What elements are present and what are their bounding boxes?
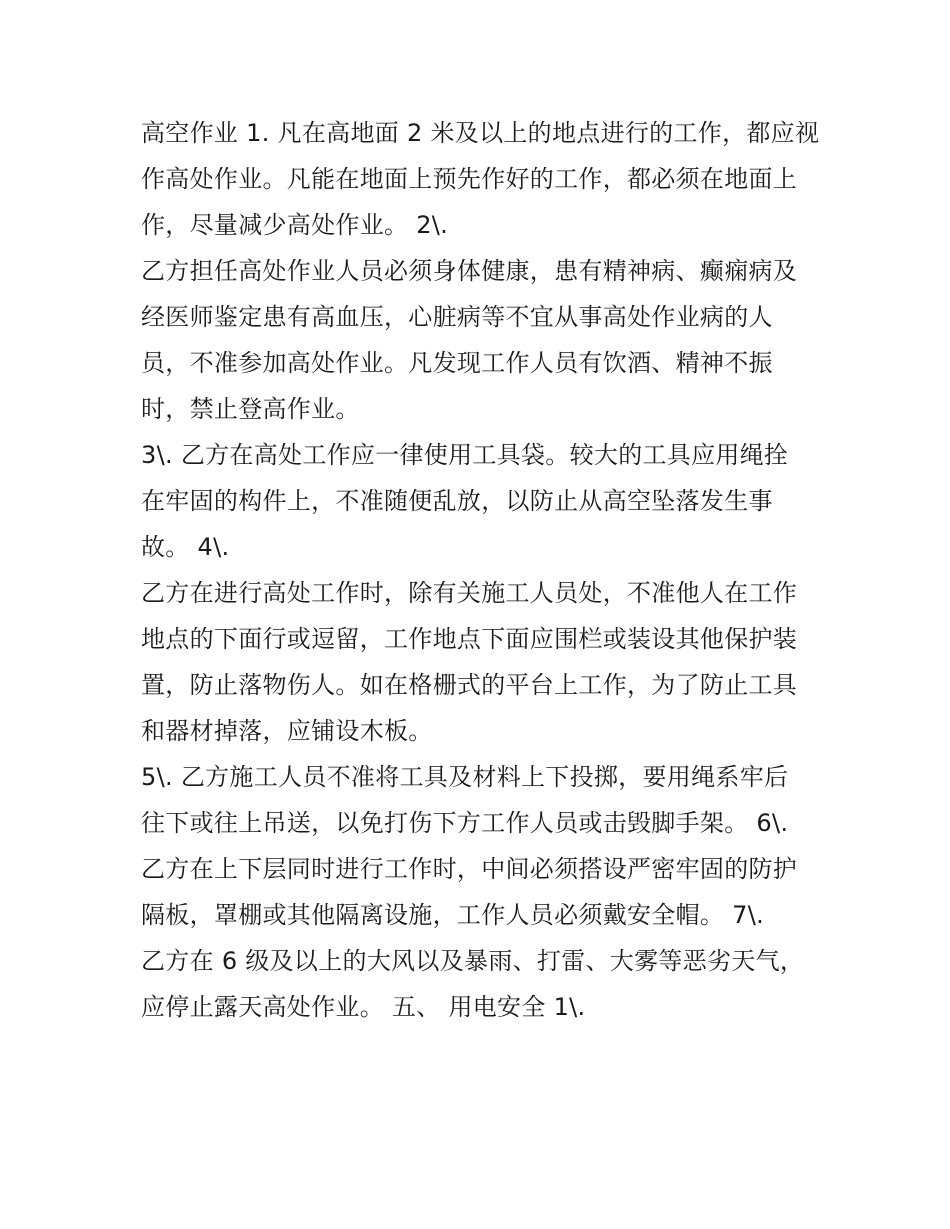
- text-line: 3\. 乙方在高处工作应一律使用工具袋。较大的工具应用绳拴: [141, 441, 789, 469]
- text-line: 高空作业 1. 凡在高地面 2 米及以上的地点进行的工作，都应视: [141, 119, 820, 147]
- text-line: 乙方在进行高处工作时，除有关施工人员处，不准他人在工作: [141, 579, 798, 607]
- text-line: 经医师鉴定患有高血压，心脏病等不宜从事高处作业病的人: [141, 303, 773, 331]
- text-line: 和器材掉落，应铺设木板。: [141, 717, 433, 745]
- text-line: 乙方担任高处作业人员必须身体健康，患有精神病、癫痫病及: [141, 257, 798, 285]
- text-line: 往下或往上吊送，以免打伤下方工作人员或击毁脚手架。 6\.: [141, 809, 789, 837]
- text-line: 故。 4\.: [141, 533, 230, 561]
- text-line: 应停止露天高处作业。 五、 用电安全 1\.: [141, 993, 586, 1021]
- text-line: 乙方在上下层同时进行工作时，中间必须搭设严密牢固的防护: [141, 855, 798, 883]
- text-line: 作，尽量减少高处作业。 2\.: [141, 211, 449, 239]
- text-line: 时，禁止登高作业。: [141, 395, 360, 423]
- text-line: 置，防止落物伤人。如在格栅式的平台上工作，为了防止工具: [141, 671, 798, 699]
- text-line: 作高处作业。凡能在地面上预先作好的工作，都必须在地面上: [141, 165, 798, 193]
- text-line: 员，不准参加高处作业。凡发现工作人员有饮酒、精神不振: [141, 349, 773, 377]
- text-line: 5\. 乙方施工人员不准将工具及材料上下投掷，要用绳系牢后: [141, 763, 789, 791]
- text-line: 隔板，罩棚或其他隔离设施，工作人员必须戴安全帽。 7\.: [141, 901, 765, 929]
- text-line: 在牢固的构件上，不准随便乱放，以防止从高空坠落发生事: [141, 487, 773, 515]
- document-body: [141, 110, 821, 1030]
- text-line: 乙方在 6 级及以上的大风以及暴雨、打雷、大雾等恶劣天气，: [141, 947, 805, 975]
- text-line: 地点的下面行或逗留，工作地点下面应围栏或装设其他保护装: [141, 625, 798, 653]
